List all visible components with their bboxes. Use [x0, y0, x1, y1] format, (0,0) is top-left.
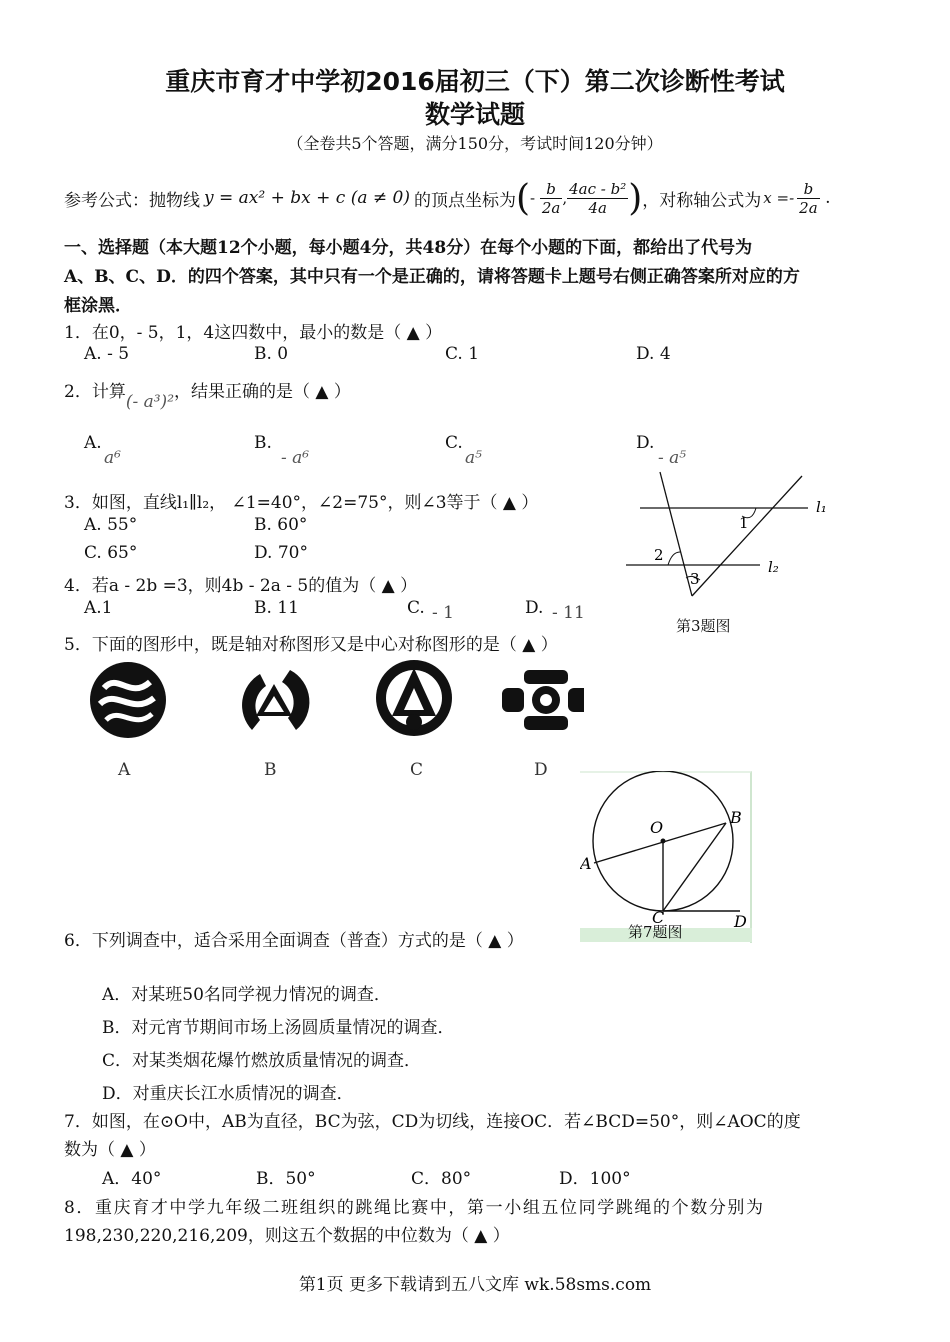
question-6-option-b: B．对元宵节期间市场上汤圆质量情况的调查．	[102, 1018, 455, 1038]
question-2-expression: (- a³)²	[125, 392, 175, 412]
question-2-option-a: a⁶	[104, 448, 121, 468]
section1-heading-line1: 一、选择题（本大题12个小题，每小题4分，共48分）在每个小题的下面，都给出了代号为	[64, 238, 753, 258]
figure-7-label-c: C	[652, 908, 665, 927]
figure-3-label-l2: l₂	[768, 558, 779, 576]
figure-3-angle-3: 3	[690, 570, 700, 588]
page-footer: 第1页 更多下载请到五八文库 wk.58sms.com	[298, 1275, 652, 1295]
question-2-option-b-label: B.	[254, 433, 272, 453]
question-2-option-a-label: A.	[84, 433, 102, 453]
exam-title-line1: 重庆市育才中学初2016届初三（下）第二次诊断性考试	[165, 67, 785, 96]
question-4-option-d-label: D.	[525, 598, 544, 618]
formula-vertex-label: 的顶点坐标为	[413, 190, 516, 211]
figure-3-caption: 第3题图	[676, 617, 731, 635]
question-2-option-d-label: D.	[636, 433, 655, 453]
question-2-option-c: a⁵	[465, 448, 482, 468]
figure-7-label-a: A	[580, 854, 592, 873]
question-5-label-c: C	[410, 760, 424, 780]
exam-note: （全卷共5个答题，满分150分，考试时间120分钟）	[287, 134, 663, 153]
question-1-option-a: A. - 5	[84, 344, 130, 364]
exam-title-line2: 数学试题	[424, 100, 525, 129]
question-5-stem: 5．下面的图形中，既是轴对称图形又是中心对称图形的是（ ▲ ）	[64, 635, 558, 655]
question-3-option-c: C. 65°	[84, 543, 138, 563]
question-2-stem: 2．计算(- a³)²，结果正确的是（ ▲ ）	[64, 382, 351, 412]
question-2-option-c-label: C.	[445, 433, 463, 453]
axis-fraction: $\frac{b}{2a}$	[799, 179, 818, 217]
figure-3-parallel-lines	[620, 468, 840, 638]
question-3-option-a: A. 55°	[84, 515, 138, 535]
question-4-option-d: - 11	[552, 603, 585, 623]
question-7-option-d: D．100°	[559, 1169, 631, 1189]
formula-axis-lhs: x =-	[763, 189, 795, 207]
question-5-label-d: D	[534, 760, 548, 780]
question-4-option-b: B. 11	[254, 598, 299, 618]
vertex-fraction-2: $\frac{\text{4ac - b²}}{4a}$	[569, 179, 627, 217]
question-6-stem: 6．下列调查中，适合采用全面调查（普查）方式的是（ ▲ ）	[64, 931, 524, 951]
question-4-stem: 4．若a - 2b =3，则4b - 2a - 5的值为（ ▲ ）	[64, 576, 418, 596]
question-4-option-c-label: C.	[407, 598, 425, 618]
section1-heading-line3: 框涂黑．	[64, 296, 132, 316]
section1-heading-line2: A、B、C、D．的四个答案，其中只有一个是正确的，请将答题卡上题号右侧正确答案所对应的方	[64, 267, 800, 287]
logo-c-arrow-icon	[376, 660, 452, 736]
question-4-option-c: - 1	[432, 603, 454, 623]
question-7-stem-line1: 7．如图，在⊙O中，AB为直径，BC为弦，CD为切线，连接OC．若∠BCD=50°，则∠AOC的度	[64, 1112, 801, 1132]
question-3-option-b: B. 60°	[254, 515, 308, 535]
question-8-stem-line1: 8．重庆育才中学九年级二班组织的跳绳比赛中，第一小组五位同学跳绳的个数分别为	[64, 1198, 765, 1218]
question-7-stem-line2: 数为（ ▲ ）	[64, 1140, 156, 1160]
question-5-label-b: B	[264, 760, 277, 780]
formula-axis-label: ，对称轴公式为	[642, 190, 762, 211]
formula-prefix: 参考公式：抛物线	[64, 190, 200, 211]
question-6-option-d: D．对重庆长江水质情况的调查．	[102, 1084, 354, 1104]
figure-3-label-l1: l₁	[816, 498, 827, 516]
figure-7-label-o: O	[650, 818, 664, 837]
question-3-stem: 3．如图，直线l₁∥l₂， ∠1=40°，∠2=75°，则∠3等于（ ▲ ）	[64, 493, 539, 513]
question-2-option-b: - a⁶	[281, 448, 310, 468]
logo-b-triangle-icon	[242, 670, 309, 730]
figure-7-label-b: B	[730, 808, 742, 827]
question-1-stem: 1．在0，- 5，1，4这四数中，最小的数是（ ▲ ）	[64, 323, 443, 343]
figure-7-caption: 第7题图	[628, 923, 683, 941]
question-1-option-b: B. 0	[254, 344, 289, 364]
figure-7-label-d: D	[734, 912, 747, 931]
question-8-stem-line2: 198,230,220,216,209，则这五个数据的中位数为（ ▲ ）	[64, 1226, 510, 1246]
question-7-option-a: A．40°	[102, 1169, 162, 1189]
question-1-option-c: C. 1	[445, 344, 480, 364]
vertex-fraction-1: $\frac{b}{2a}$	[541, 179, 561, 217]
question-6-option-c: C．对某类烟花爆竹燃放质量情况的调查．	[102, 1051, 422, 1071]
figure-7-circle-diagram	[580, 771, 752, 941]
question-6-option-a: A．对某班50名同学视力情况的调查．	[102, 985, 391, 1005]
logo-a-wave-icon	[90, 662, 166, 738]
question-7-option-c: C．80°	[411, 1169, 472, 1189]
question-1-option-d: D. 4	[636, 344, 671, 364]
reference-formula: 参考公式：抛物线 y = ax² + bx + c (a ≠ 0) 的顶点坐标为 ( - $\frac{b}{2a}$ , $\frac{\text{4ac - b²}}{4a}$ ) ，对称轴公式为 x =- $\frac{b}{2a}$ .	[64, 177, 831, 219]
question-7-option-b: B．50°	[256, 1169, 316, 1189]
logo-d-cross-icon	[502, 670, 584, 730]
question-2-option-d: - a⁵	[658, 448, 687, 468]
figure-3-angle-2: 2	[654, 546, 664, 564]
question-4-option-a: A.1	[84, 598, 113, 618]
figure-3-angle-1: 1	[739, 514, 749, 532]
question-5-logos	[84, 660, 584, 746]
question-3-option-d: D. 70°	[254, 543, 308, 563]
formula-equation: y = ax² + bx + c (a ≠ 0)	[204, 188, 410, 208]
question-5-label-a: A	[118, 760, 131, 780]
